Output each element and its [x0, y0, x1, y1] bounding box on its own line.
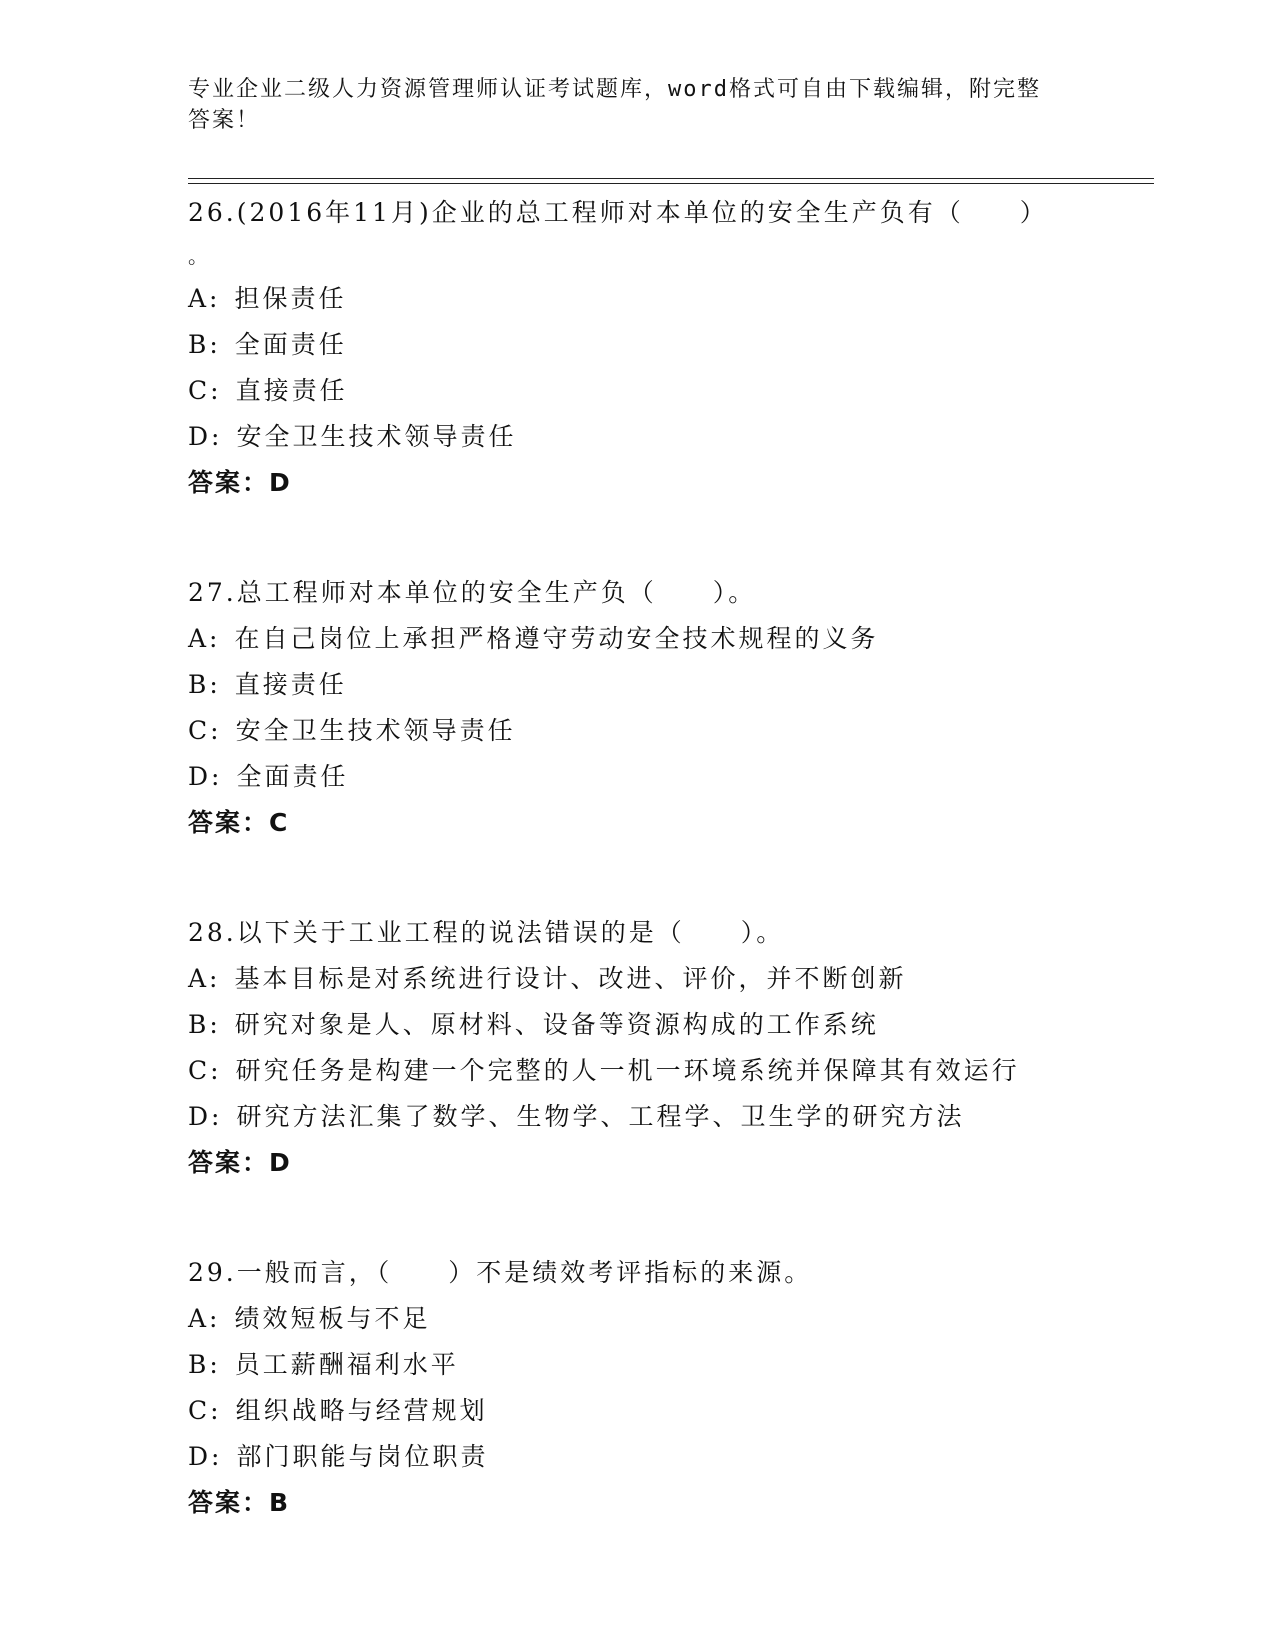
option-key: C:: [188, 716, 222, 745]
question-stem: 26.(2016年11月)企业的总工程师对本单位的安全生产负有（ ）: [188, 198, 1048, 227]
option-c: [188, 368, 1118, 414]
option-text: 在自己岗位上承担严格遵守劳动安全技术规程的义务: [234, 624, 879, 653]
option-key: C:: [188, 376, 222, 405]
option-c: [188, 1048, 1118, 1094]
option-b: [188, 1002, 1118, 1048]
answer-label: 答案：D: [188, 468, 292, 497]
question-29: [188, 1250, 1118, 1526]
question-list: [188, 190, 1118, 1590]
option-a: [188, 276, 1118, 322]
header-line-1: 专业企业二级人力资源管理师认证考试题库，word格式可自由下载编辑，附完整: [188, 77, 1041, 102]
option-text: 组织战略与经营规划: [235, 1396, 488, 1425]
answer-label: 答案：C: [188, 808, 290, 837]
header-divider-bottom: [188, 183, 1154, 184]
option-text: 研究对象是人、原材料、设备等资源构成的工作系统: [234, 1010, 879, 1039]
option-text: 直接责任: [235, 376, 348, 405]
option-text: 部门职能与岗位职责: [236, 1442, 489, 1471]
option-key: C:: [188, 1056, 222, 1085]
option-text: 全面责任: [234, 330, 347, 359]
answer-label: 答案：B: [188, 1488, 291, 1517]
question-stem: 29.一般而言，（ ）不是绩效考评指标的来源。: [188, 1258, 813, 1287]
option-text: 担保责任: [234, 284, 347, 313]
option-key: D:: [188, 1102, 223, 1131]
header-line-2: 答案！: [188, 108, 261, 133]
option-text: 研究方法汇集了数学、生物学、工程学、卫生学的研究方法: [236, 1102, 965, 1131]
answer-label: 答案：D: [188, 1148, 292, 1177]
document-header: [188, 74, 1088, 136]
option-key: B:: [188, 330, 221, 359]
question-stem: 27.总工程师对本单位的安全生产负（ ）。: [188, 578, 757, 607]
option-key: D:: [188, 1442, 223, 1471]
option-key: B:: [188, 1350, 221, 1379]
option-key: B:: [188, 670, 221, 699]
option-text: 安全卫生技术领导责任: [235, 716, 516, 745]
option-c: [188, 708, 1118, 754]
option-key: B:: [188, 1010, 221, 1039]
option-b: [188, 1342, 1118, 1388]
question-stem: 28.以下关于工业工程的说法错误的是（ ）。: [188, 918, 785, 947]
option-text: 绩效短板与不足: [234, 1304, 431, 1333]
option-b: [188, 322, 1118, 368]
option-text: 直接责任: [234, 670, 347, 699]
option-c: [188, 1388, 1118, 1434]
option-a: [188, 1296, 1118, 1342]
option-text: 员工薪酬福利水平: [234, 1350, 459, 1379]
option-text: 安全卫生技术领导责任: [236, 422, 517, 451]
option-key: A:: [188, 284, 221, 313]
question-28: [188, 910, 1118, 1186]
option-key: A:: [188, 964, 221, 993]
question-26: [188, 190, 1118, 506]
option-text: 全面责任: [236, 762, 349, 791]
option-key: A:: [188, 1304, 221, 1333]
question-27: [188, 570, 1118, 846]
option-d: [188, 754, 1118, 800]
header-divider-top: [188, 178, 1154, 179]
option-a: [188, 616, 1118, 662]
option-a: [188, 956, 1118, 1002]
option-text: 研究任务是构建一个完整的人一机一环境系统并保障其有效运行: [235, 1056, 1020, 1085]
option-key: D:: [188, 762, 223, 791]
question-stem-continuation: 。: [188, 244, 211, 268]
option-key: A:: [188, 624, 221, 653]
option-key: C:: [188, 1396, 222, 1425]
option-text: 基本目标是对系统进行设计、改进、评价，并不断创新: [234, 964, 907, 993]
option-d: [188, 1434, 1118, 1480]
option-d: [188, 1094, 1118, 1140]
option-key: D:: [188, 422, 223, 451]
option-b: [188, 662, 1118, 708]
option-d: [188, 414, 1118, 460]
